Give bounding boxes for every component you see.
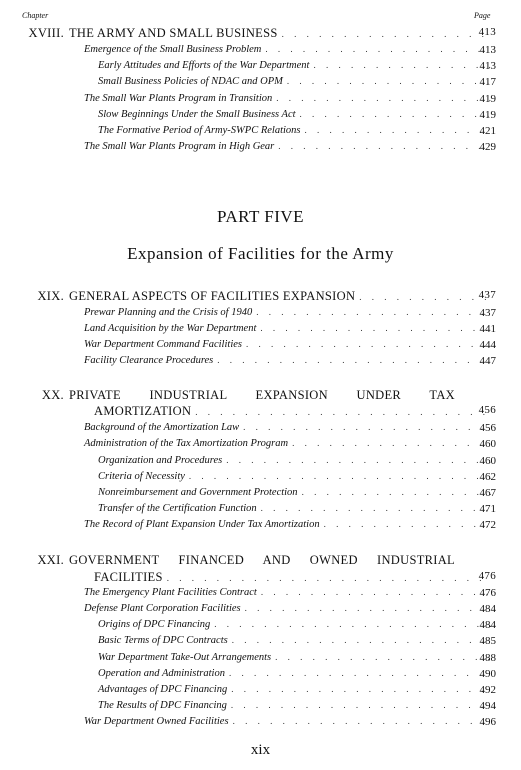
entry-title: Background of the Amortization Law xyxy=(84,422,240,433)
entry-title: The Small War Plants Program in Transition xyxy=(84,93,273,104)
entry-title: The Formative Period of Army-SWPC Relations xyxy=(98,125,301,136)
page-number: 476 xyxy=(479,587,496,599)
page-number: 472 xyxy=(479,519,496,531)
entry-title: Advantages of DPC Financing xyxy=(98,684,228,695)
toc-entry xyxy=(84,519,496,530)
page-number: 421 xyxy=(479,125,496,137)
toc-entry xyxy=(84,44,496,55)
toc-chapter-20 xyxy=(94,404,496,419)
page-number: 467 xyxy=(479,487,496,499)
toc-chapter-19 xyxy=(0,289,496,304)
entry-title: Slow Beginnings Under the Small Business Act xyxy=(98,109,296,120)
page-number: 413 xyxy=(479,44,496,56)
entry-title: The Results of DPC Financing xyxy=(98,700,227,711)
chapter-title-line-1: GOVERNMENT FINANCED AND OWNED INDUSTRIAL xyxy=(69,553,455,567)
toc-entry xyxy=(84,339,496,350)
page-number: 447 xyxy=(479,355,496,367)
page-number: 413 xyxy=(479,60,496,72)
chapter-title-line-1: PRIVATE INDUSTRIAL EXPANSION UNDER TAX xyxy=(69,388,455,402)
toc-entry xyxy=(98,635,496,646)
toc-entry xyxy=(98,619,496,630)
chapter-number: XIX. xyxy=(37,289,64,303)
toc-entry xyxy=(98,76,496,87)
toc-entry xyxy=(84,438,496,449)
page-number: 437 xyxy=(478,289,496,301)
toc-entry xyxy=(98,652,496,663)
toc-entry xyxy=(98,700,496,711)
entry-title: War Department Take-Out Arrangements xyxy=(98,652,272,663)
toc-entry xyxy=(98,684,496,695)
toc-entry xyxy=(84,141,496,152)
entry-title: The Emergency Plant Facilities Contract xyxy=(84,587,257,598)
entry-title: Basic Terms of DPC Contracts xyxy=(98,635,228,646)
page-number: 460 xyxy=(479,438,496,450)
entry-title: Transfer of the Certification Function xyxy=(98,503,257,514)
toc-chapter-21 xyxy=(94,570,496,585)
toc-entry xyxy=(98,487,496,498)
page-number: 460 xyxy=(479,455,496,467)
entry-title: Early Attitudes and Efforts of the War Department xyxy=(98,60,310,71)
entry-title: Organization and Procedures xyxy=(98,455,223,466)
toc-entry xyxy=(98,471,496,482)
entry-title: Land Acquisition by the War Department xyxy=(84,323,257,334)
chapter-number: XX. xyxy=(41,388,64,402)
page-number: 456 xyxy=(478,404,496,416)
entry-title: Emergence of the Small Business Problem xyxy=(84,44,262,55)
page-number: 476 xyxy=(478,570,496,582)
page-number: 419 xyxy=(479,109,496,121)
toc-entry xyxy=(84,355,496,366)
dot-leader xyxy=(195,407,492,417)
chapter-number: XVIII. xyxy=(28,26,64,40)
toc-entry xyxy=(84,93,496,104)
chapter-column-header: Chapter xyxy=(22,11,49,20)
page-number: 419 xyxy=(479,93,496,105)
toc-entry xyxy=(84,422,496,433)
dot-leader xyxy=(167,573,492,583)
entry-title: Facility Clearance Procedures xyxy=(84,355,214,366)
toc-entry xyxy=(98,60,496,71)
toc-entry xyxy=(98,109,496,120)
page-column-header: Page xyxy=(474,11,491,20)
entry-title: The Record of Plant Expansion Under Tax Amortization xyxy=(84,519,320,530)
toc-entry xyxy=(98,503,496,514)
page-number: 496 xyxy=(479,716,496,728)
page-number: 488 xyxy=(479,652,496,664)
toc-entry xyxy=(84,587,496,598)
chapter-title-line-2: AMORTIZATION xyxy=(94,404,192,418)
chapter-number: XXI. xyxy=(37,553,64,567)
page-number: 484 xyxy=(479,619,496,631)
toc-entry xyxy=(84,307,496,318)
part-label: PART FIVE xyxy=(216,207,305,226)
toc-entry xyxy=(84,716,496,727)
toc-entry xyxy=(98,125,496,136)
entry-title: Criteria of Necessity xyxy=(98,471,185,482)
entry-title: Operation and Administration xyxy=(98,668,225,679)
part-title: Expansion of Facilities for the Army xyxy=(127,244,394,263)
entry-title: Small Business Policies of NDAC and OPM xyxy=(98,76,283,87)
entry-title: War Department Command Facilities xyxy=(84,339,242,350)
page-number: 484 xyxy=(479,603,496,615)
page-number: 471 xyxy=(479,503,496,515)
page-number: 441 xyxy=(479,323,496,335)
page-number: 429 xyxy=(479,141,496,153)
page-number: 456 xyxy=(479,422,496,434)
entry-title: War Department Owned Facilities xyxy=(84,716,229,727)
chapter-title: THE ARMY AND SMALL BUSINESS xyxy=(69,26,278,40)
page-number: 417 xyxy=(479,76,496,88)
page-number: 444 xyxy=(479,339,496,351)
chapter-title: GENERAL ASPECTS OF FACILITIES EXPANSION xyxy=(69,289,356,303)
page-number: 494 xyxy=(479,700,496,712)
page-number: 485 xyxy=(479,635,496,647)
page-number: 413 xyxy=(478,26,496,38)
entry-title: The Small War Plants Program in High Gear xyxy=(84,141,275,152)
page-number: 462 xyxy=(479,471,496,483)
entry-title: Defense Plant Corporation Facilities xyxy=(84,603,241,614)
toc-chapter-18 xyxy=(0,26,496,41)
toc-entry xyxy=(84,323,496,334)
entry-title: Nonreimbursement and Government Protection xyxy=(98,487,298,498)
chapter-title-line-2: FACILITIES xyxy=(94,570,163,584)
page-number: 492 xyxy=(479,684,496,696)
entry-title: Administration of the Tax Amortization Program xyxy=(84,438,289,449)
toc-entry xyxy=(84,603,496,614)
toc-entry xyxy=(98,455,496,466)
toc-entry xyxy=(98,668,496,679)
page-folio: xix xyxy=(250,742,271,758)
page-number: 437 xyxy=(479,307,496,319)
entry-title: Prewar Planning and the Crisis of 1940 xyxy=(84,307,253,318)
page-number: 490 xyxy=(479,668,496,680)
entry-title: Origins of DPC Financing xyxy=(98,619,211,630)
